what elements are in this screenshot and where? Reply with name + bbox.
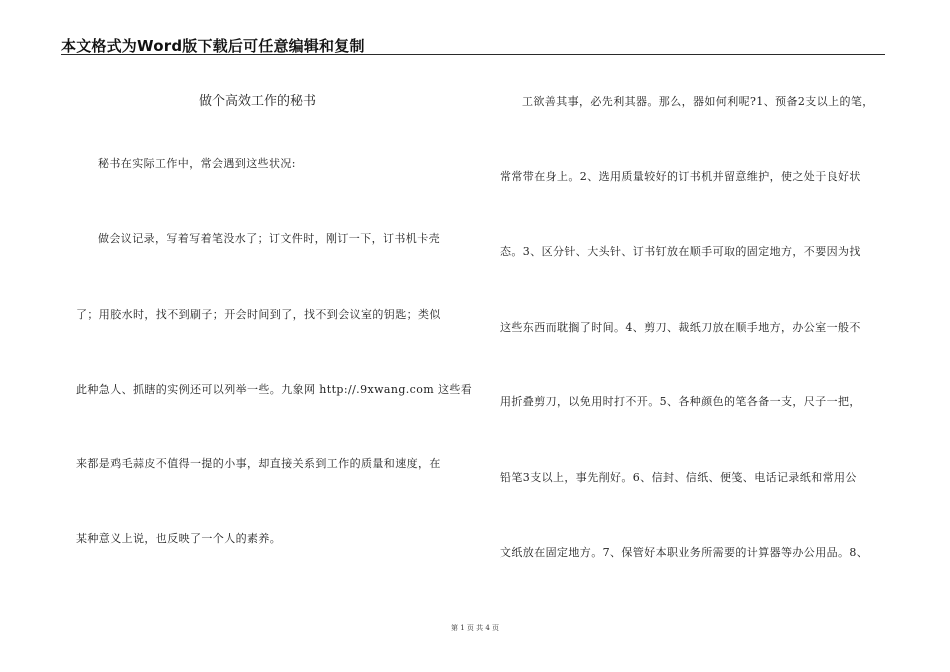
paragraph-line: 态。3、区分针、大头针、订书钉放在顺手可取的固定地方，不要因为找 (500, 245, 861, 258)
paragraph-line: 了；用胶水时，找不到刷子；开会时间到了，找不到会议室的钥匙；类似 (76, 308, 441, 321)
paragraph-line: 工欲善其事，必先利其器。那么，器如何利呢?1、预备2支以上的笔， (522, 95, 874, 108)
paragraph-line: 常常带在身上。2、选用质量较好的订书机并留意维护，使之处于良好状 (500, 170, 861, 183)
paragraph-line: 此种急人、抓瞎的实例还可以列举一些。九象网 http://.9xwang.com 这些看 (76, 383, 473, 396)
paragraph-line: 来都是鸡毛蒜皮不值得一提的小事，却直接关系到工作的质量和速度，在 (76, 457, 441, 470)
paragraph-line: 铅笔3支以上，事先削好。6、信封、信纸、便笺、电话记录纸和常用公 (500, 471, 857, 484)
header-text: 本文格式为Word版下载后可任意编辑和复制 (61, 37, 365, 55)
page-footer: 第 1 页 共 4 页 (450, 624, 500, 632)
paragraph-line: 文纸放在固定地方。7、保管好本职业务所需要的计算器等办公用品。8、 (500, 546, 869, 559)
paragraph-line: 用折叠剪刀，以免用时打不开。5、各种颜色的笔各备一支，尺子一把， (500, 395, 861, 408)
paragraph-line: 某种意义上说，也反映了一个人的素养。 (76, 532, 282, 545)
left-column (76, 0, 473, 672)
document-title: 做个高效工作的秘书 (199, 94, 317, 109)
paragraph-line: 做会议记录，写着写着笔没水了；订文件时，刚订一下，订书机卡壳 (98, 232, 440, 245)
paragraph-line: 秘书在实际工作中，常会遇到这些状况: (98, 157, 296, 170)
right-column (500, 0, 890, 672)
paragraph-line: 这些东西而耽搁了时间。4、剪刀、裁纸刀放在顺手地方，办公室一般不 (500, 321, 861, 334)
